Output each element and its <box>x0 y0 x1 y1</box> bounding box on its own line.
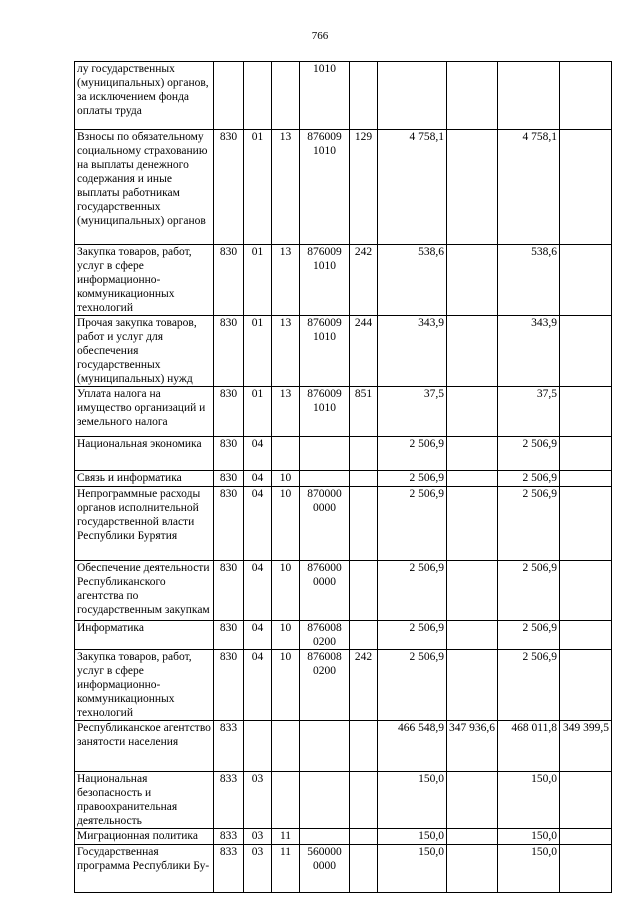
cell-ministry: 833 <box>214 845 244 893</box>
cell-name: Республиканское агентство занятости населения <box>75 721 214 772</box>
cell-expense-type <box>350 829 378 845</box>
cell-name: Прочая закупка товаров, работ и услуг для обеспечения государственных (муниципальных) нужд <box>75 316 214 387</box>
cell-ministry: 833 <box>214 721 244 772</box>
cell-ministry: 833 <box>214 772 244 829</box>
cell-amount-4 <box>560 316 612 387</box>
cell-expense-type <box>350 487 378 561</box>
cell-amount-1: 2 506,9 <box>378 650 447 721</box>
cell-amount-1: 2 506,9 <box>378 471 447 487</box>
cell-subsection <box>272 721 300 772</box>
table-row <box>75 561 612 621</box>
table-body <box>75 62 612 893</box>
cell-name: Национальная безопасность и правоохранительная деятельность <box>75 772 214 829</box>
cell-amount-1: 2 506,9 <box>378 621 447 650</box>
cell-section: 04 <box>244 561 272 621</box>
cell-expense-type <box>350 721 378 772</box>
cell-amount-1 <box>378 62 447 130</box>
cell-ministry: 830 <box>214 387 244 437</box>
cell-section: 04 <box>244 650 272 721</box>
cell-ministry: 830 <box>214 130 244 245</box>
cell-amount-4 <box>560 387 612 437</box>
cell-expense-type <box>350 772 378 829</box>
cell-amount-4 <box>560 130 612 245</box>
cell-name: Обеспечение деятельности Республиканского агентства по государственным закупкам <box>75 561 214 621</box>
cell-amount-4 <box>560 621 612 650</box>
cell-amount-4 <box>560 829 612 845</box>
table-row <box>75 62 612 130</box>
cell-amount-4 <box>560 650 612 721</box>
cell-subsection: 10 <box>272 561 300 621</box>
cell-ministry: 830 <box>214 245 244 316</box>
cell-section <box>244 62 272 130</box>
cell-name: Информатика <box>75 621 214 650</box>
cell-section: 04 <box>244 487 272 561</box>
cell-amount-3: 2 506,9 <box>498 487 560 561</box>
cell-section: 03 <box>244 772 272 829</box>
cell-amount-3: 150,0 <box>498 845 560 893</box>
cell-amount-2 <box>447 471 498 487</box>
cell-subsection: 10 <box>272 487 300 561</box>
cell-name: Национальная экономика <box>75 437 214 471</box>
cell-amount-2 <box>447 845 498 893</box>
table-row <box>75 772 612 829</box>
cell-expense-type: 851 <box>350 387 378 437</box>
cell-subsection <box>272 437 300 471</box>
cell-amount-2 <box>447 245 498 316</box>
table-row <box>75 487 612 561</box>
cell-name: Государственная программа Республики Бу- <box>75 845 214 893</box>
table-row <box>75 387 612 437</box>
cell-amount-3: 2 506,9 <box>498 650 560 721</box>
table-row <box>75 130 612 245</box>
cell-amount-4 <box>560 437 612 471</box>
cell-expense-type: 244 <box>350 316 378 387</box>
cell-expense-type <box>350 471 378 487</box>
cell-ministry: 830 <box>214 487 244 561</box>
cell-amount-3: 2 506,9 <box>498 621 560 650</box>
cell-amount-1: 37,5 <box>378 387 447 437</box>
cell-amount-1: 2 506,9 <box>378 487 447 561</box>
table-row <box>75 721 612 772</box>
cell-name: Взносы по обязательному социальному страхованию на выплаты денежного содержания и иные выплаты работникам государственных (муниципальных) органов <box>75 130 214 245</box>
cell-amount-1: 4 758,1 <box>378 130 447 245</box>
cell-target-article <box>300 772 350 829</box>
cell-amount-1: 538,6 <box>378 245 447 316</box>
cell-subsection: 10 <box>272 621 300 650</box>
cell-section: 04 <box>244 621 272 650</box>
cell-name: лу государственных (муниципальных) органов, за исключением фонда оплаты труда <box>75 62 214 130</box>
cell-subsection: 13 <box>272 245 300 316</box>
cell-ministry: 830 <box>214 437 244 471</box>
cell-amount-2 <box>447 62 498 130</box>
cell-amount-3: 4 758,1 <box>498 130 560 245</box>
cell-section: 01 <box>244 130 272 245</box>
cell-section: 01 <box>244 245 272 316</box>
cell-amount-3: 150,0 <box>498 829 560 845</box>
cell-amount-1: 150,0 <box>378 845 447 893</box>
cell-amount-3: 538,6 <box>498 245 560 316</box>
cell-target-article: 876000 0000 <box>300 561 350 621</box>
table-row <box>75 650 612 721</box>
cell-ministry: 830 <box>214 621 244 650</box>
cell-amount-3: 2 506,9 <box>498 471 560 487</box>
cell-name: Закупка товаров, работ, услуг в сфере информационно-коммуникационных технологий <box>75 650 214 721</box>
cell-section <box>244 721 272 772</box>
cell-target-article: 560000 0000 <box>300 845 350 893</box>
cell-amount-2 <box>447 387 498 437</box>
cell-amount-1: 343,9 <box>378 316 447 387</box>
cell-subsection: 13 <box>272 387 300 437</box>
cell-amount-3: 2 506,9 <box>498 561 560 621</box>
cell-name: Непрограммные расходы органов исполнительной государственной власти Республики Бурятия <box>75 487 214 561</box>
cell-amount-2 <box>447 829 498 845</box>
cell-amount-3: 150,0 <box>498 772 560 829</box>
cell-amount-2: 347 936,6 <box>447 721 498 772</box>
cell-amount-3: 468 011,8 <box>498 721 560 772</box>
cell-amount-2 <box>447 316 498 387</box>
cell-amount-2 <box>447 130 498 245</box>
cell-amount-1: 2 506,9 <box>378 561 447 621</box>
cell-section: 01 <box>244 387 272 437</box>
cell-target-article: 876009 1010 <box>300 130 350 245</box>
cell-amount-1: 466 548,9 <box>378 721 447 772</box>
cell-amount-4 <box>560 471 612 487</box>
cell-expense-type <box>350 437 378 471</box>
cell-amount-3: 2 506,9 <box>498 437 560 471</box>
cell-target-article <box>300 471 350 487</box>
cell-section: 03 <box>244 829 272 845</box>
cell-subsection: 10 <box>272 650 300 721</box>
cell-section: 04 <box>244 471 272 487</box>
cell-target-article: 876009 1010 <box>300 316 350 387</box>
cell-ministry: 830 <box>214 650 244 721</box>
cell-target-article <box>300 829 350 845</box>
cell-target-article <box>300 437 350 471</box>
cell-name: Закупка товаров, работ, услуг в сфере информационно-коммуникационных технологий <box>75 245 214 316</box>
cell-target-article <box>300 721 350 772</box>
cell-target-article: 876008 0200 <box>300 621 350 650</box>
cell-expense-type: 129 <box>350 130 378 245</box>
cell-amount-4 <box>560 561 612 621</box>
cell-subsection: 10 <box>272 471 300 487</box>
cell-amount-2 <box>447 621 498 650</box>
cell-amount-1: 150,0 <box>378 829 447 845</box>
cell-amount-1: 150,0 <box>378 772 447 829</box>
cell-amount-2 <box>447 650 498 721</box>
cell-amount-4 <box>560 845 612 893</box>
cell-amount-4 <box>560 245 612 316</box>
cell-name: Связь и информатика <box>75 471 214 487</box>
cell-amount-4 <box>560 772 612 829</box>
cell-section: 01 <box>244 316 272 387</box>
cell-ministry: 830 <box>214 561 244 621</box>
cell-subsection: 13 <box>272 316 300 387</box>
cell-target-article: 1010 <box>300 62 350 130</box>
table-row <box>75 621 612 650</box>
cell-target-article: 876008 0200 <box>300 650 350 721</box>
cell-expense-type <box>350 845 378 893</box>
cell-expense-type <box>350 561 378 621</box>
cell-amount-1: 2 506,9 <box>378 437 447 471</box>
cell-name: Уплата налога на имущество организаций и земельного налога <box>75 387 214 437</box>
cell-subsection: 11 <box>272 845 300 893</box>
cell-amount-4: 349 399,5 <box>560 721 612 772</box>
cell-subsection: 11 <box>272 829 300 845</box>
cell-amount-2 <box>447 772 498 829</box>
table-row <box>75 437 612 471</box>
cell-amount-3: 343,9 <box>498 316 560 387</box>
cell-section: 04 <box>244 437 272 471</box>
cell-amount-3: 37,5 <box>498 387 560 437</box>
cell-target-article: 870000 0000 <box>300 487 350 561</box>
cell-expense-type <box>350 62 378 130</box>
table-row <box>75 245 612 316</box>
table-row <box>75 829 612 845</box>
cell-subsection <box>272 772 300 829</box>
cell-ministry <box>214 62 244 130</box>
cell-expense-type <box>350 621 378 650</box>
table-row <box>75 316 612 387</box>
cell-amount-2 <box>447 561 498 621</box>
cell-ministry: 830 <box>214 316 244 387</box>
cell-expense-type: 242 <box>350 650 378 721</box>
cell-name: Миграционная политика <box>75 829 214 845</box>
cell-subsection <box>272 62 300 130</box>
cell-section: 03 <box>244 845 272 893</box>
cell-amount-2 <box>447 437 498 471</box>
table-row <box>75 845 612 893</box>
cell-amount-3 <box>498 62 560 130</box>
cell-amount-4 <box>560 487 612 561</box>
cell-ministry: 833 <box>214 829 244 845</box>
cell-target-article: 876009 1010 <box>300 387 350 437</box>
table-row <box>75 471 612 487</box>
cell-subsection: 13 <box>272 130 300 245</box>
budget-table <box>74 61 612 893</box>
cell-expense-type: 242 <box>350 245 378 316</box>
cell-amount-4 <box>560 62 612 130</box>
cell-amount-2 <box>447 487 498 561</box>
page-number: 766 <box>311 30 329 42</box>
cell-target-article: 876009 1010 <box>300 245 350 316</box>
cell-ministry: 830 <box>214 471 244 487</box>
